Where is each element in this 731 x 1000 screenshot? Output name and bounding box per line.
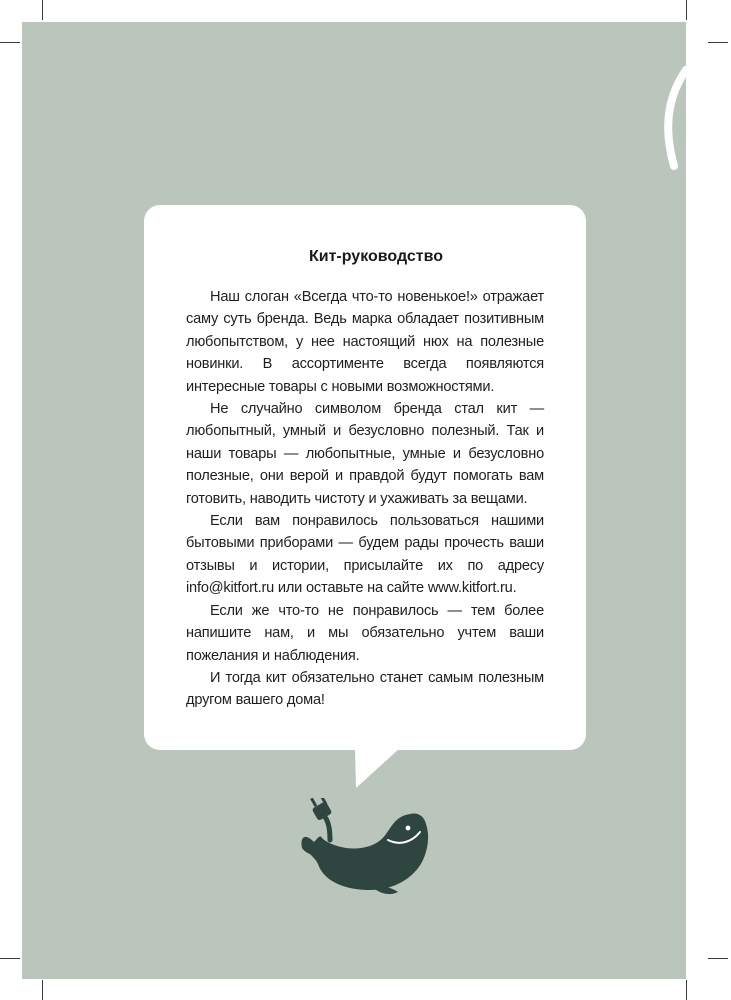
document-body	[186, 286, 544, 712]
crop-mark	[686, 980, 687, 1000]
paragraph: Наш слоган «Всегда что-то новенькое!» отражает саму суть бренда. Ведь марка обладает позитивным любопытством, у нее настоящий нюх на полезные новинки. В ассортименте всегда появляются интересные товары с новыми возможностями.	[186, 289, 544, 395]
paragraph: Если вам понравилось пользоваться нашими бытовыми приборами — будем рады прочесть ваши отзывы и истории, присылайте их по адресу info@kitfort.ru или оставьте на сайте www.kitfort.ru.	[186, 513, 544, 597]
crop-mark	[686, 0, 687, 20]
crop-mark	[708, 958, 728, 959]
paragraph: И тогда кит обязательно станет самым полезным другом вашего дома!	[186, 669, 544, 709]
crop-mark	[0, 42, 20, 43]
crop-mark	[0, 958, 20, 959]
decorative-arc	[640, 60, 700, 180]
whale-with-plug-icon	[300, 798, 432, 898]
crop-mark	[42, 980, 43, 1000]
crop-mark	[708, 42, 728, 43]
document-title: Кит-руководство	[308, 248, 444, 265]
paragraph: Если же что-то не понравилось — тем более напишите нам, и мы обязательно учтем ваши пожелания и наблюдения.	[186, 602, 544, 664]
crop-mark	[42, 0, 43, 20]
paragraph: Не случайно символом бренда стал кит — любопытный, умный и безусловно полезный. Так и наши товары — любопытные, умные и безусловно полезные, они верой и правдой будут помогать вам готовить, наводить чистоту и ухаживать за вещами.	[186, 401, 544, 507]
